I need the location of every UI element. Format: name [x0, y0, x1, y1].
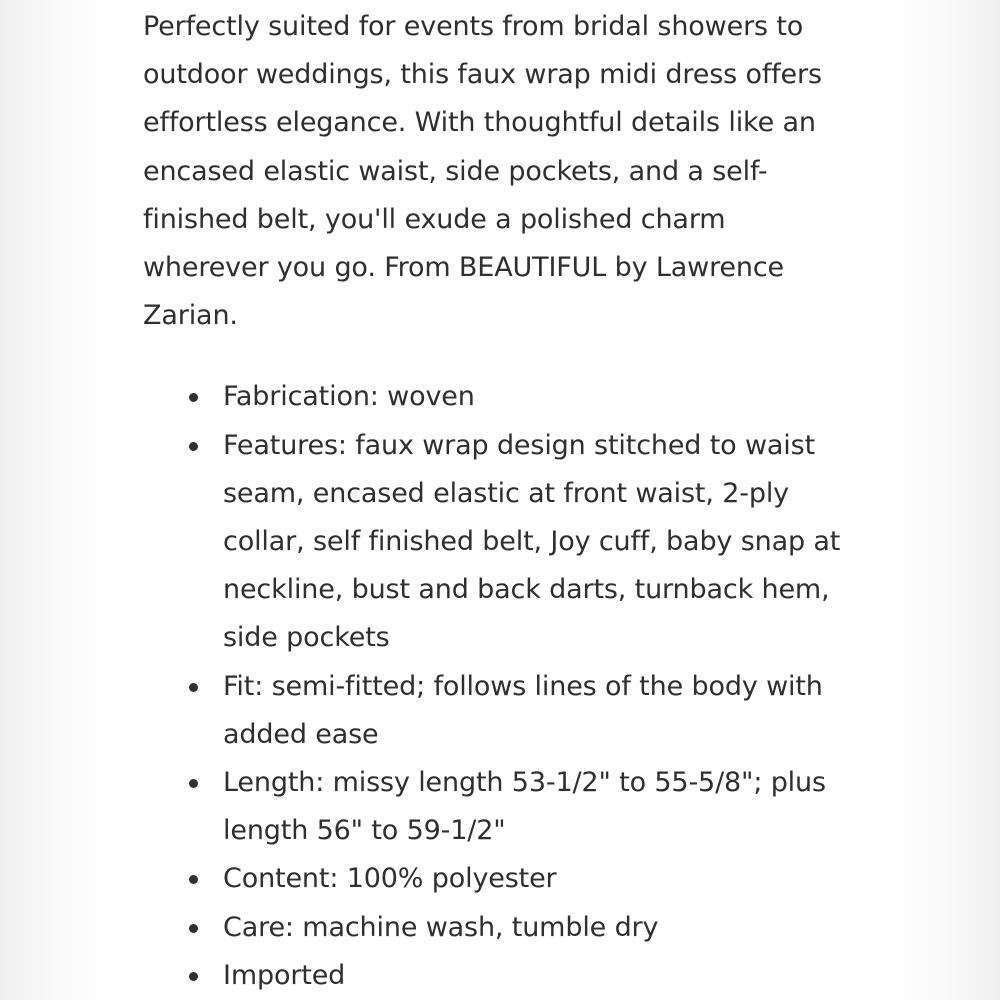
spec-item-fabrication: Fabrication: woven	[223, 373, 883, 421]
product-description: Perfectly suited for events from bridal showers to outdoor weddings, this faux wrap midi dress offers effortless elegance. With thoughtful details like an encased elastic waist, side pockets, and a self- finished belt, you'll exude a polished charm wherever you go. From BEAUTIFUL by Lawrence Zarian.	[143, 11, 822, 332]
product-details	[143, 3, 883, 1000]
spec-list	[143, 373, 883, 1000]
spec-item-care: Care: machine wash, tumble dry	[223, 904, 883, 952]
spec-item-fit: Fit: semi-fitted; follows lines of the body with added ease	[223, 663, 883, 759]
spec-item-origin: Imported	[223, 952, 883, 1000]
spec-item-content: Content: 100% polyester	[223, 855, 883, 903]
spec-item-length: Length: missy length 53-1/2" to 55-5/8"; plus length 56" to 59-1/2"	[223, 759, 883, 855]
spec-item-features: Features: faux wrap design stitched to waist seam, encased elastic at front waist, 2-ply collar, self finished belt, Joy cuff, baby snap at neckline, bust and back darts, turnback hem, side pockets	[223, 422, 883, 663]
